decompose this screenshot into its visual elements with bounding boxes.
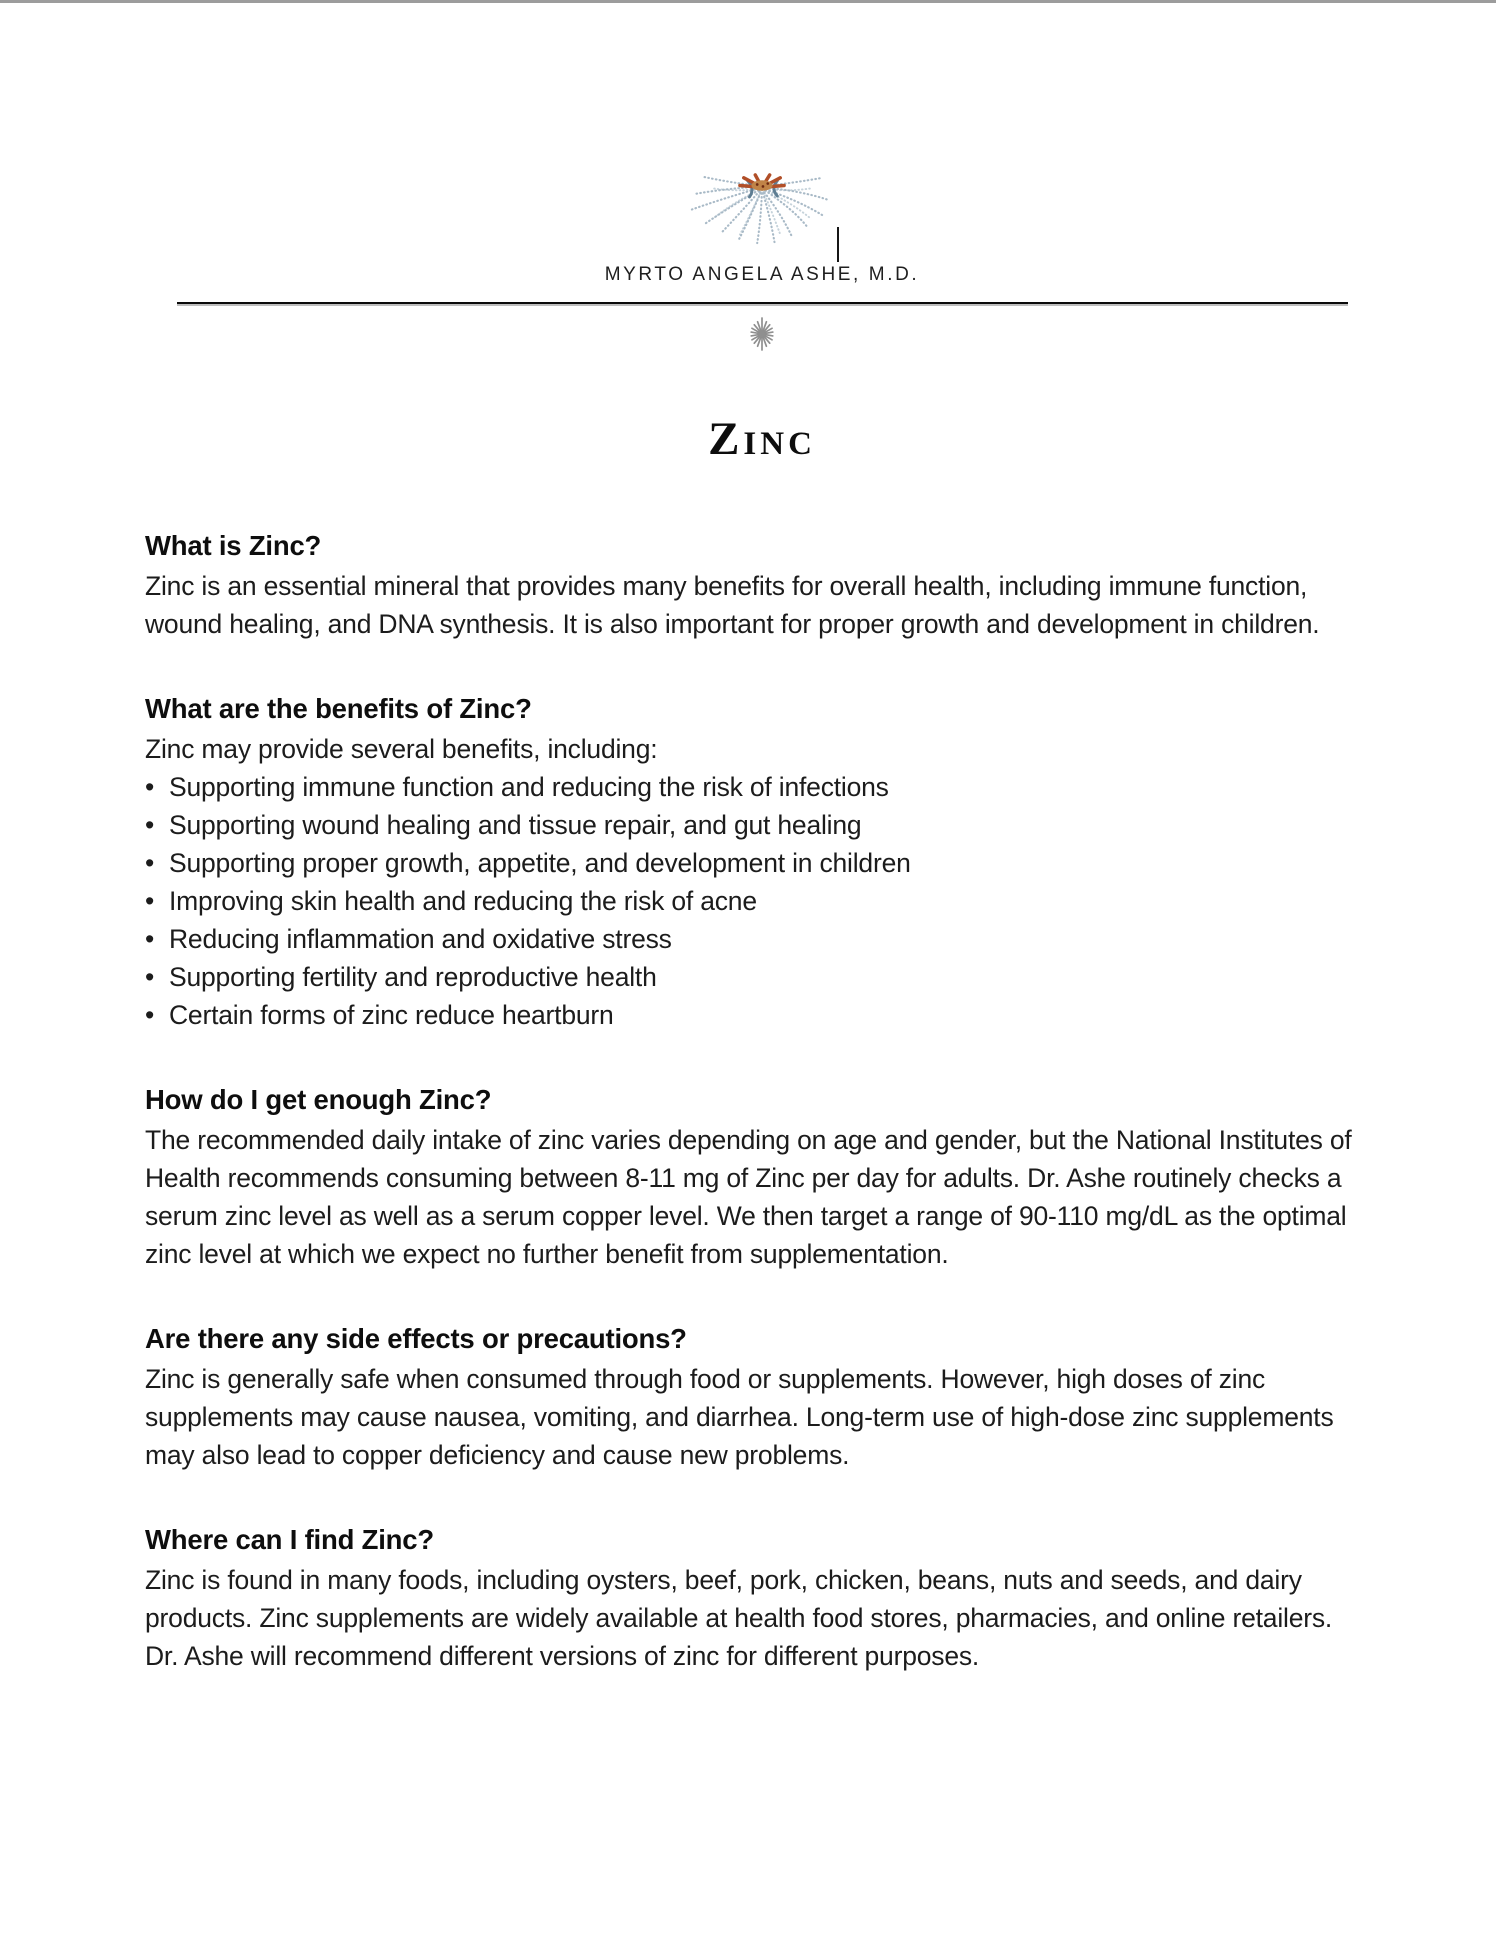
section-heading: What are the benefits of Zinc? (145, 693, 532, 724)
page-title: Zinc (708, 413, 816, 465)
section-paragraph: The recommended daily intake of zinc varies depending on age and gender, but the National Institutes of Health recommends consuming between 8-11 mg of Zinc per day for adults. Dr. Ashe routinely checks a serum zinc level as well as a serum copper level. We then target a range of 90-110 mg/dL as the optimal zinc level at which we expect no further benefit from supplementation. (145, 1125, 1352, 1269)
section-intro: Zinc may provide several benefits, including: (145, 734, 658, 764)
section-side-effects (145, 1323, 1369, 1474)
list-item: • Certain forms of zinc reduce heartburn (145, 996, 1369, 1034)
section-heading: Are there any side effects or precautions? (145, 1323, 687, 1354)
list-item: • Supporting fertility and reproductive health (145, 958, 1369, 996)
practice-name: MYRTO ANGELA ASHE, M.D. (604, 264, 920, 285)
section-heading: Where can I find Zinc? (145, 1524, 434, 1555)
section-what-is-zinc (145, 530, 1369, 643)
section-get-enough (145, 1084, 1369, 1273)
section-paragraph: Zinc is found in many foods, including oysters, beef, pork, chicken, beans, nuts and seeds, and dairy products. Zinc supplements are widely available at health food stores, pharmacies, and online retailers. Dr. Ashe will recommend different versions of zinc for different purposes. (145, 1565, 1333, 1671)
list-item: • Supporting wound healing and tissue repair, and gut healing (145, 806, 1369, 844)
section-benefits (145, 693, 1369, 1034)
section-heading: What is Zinc? (145, 530, 322, 561)
document-body (145, 530, 1369, 1675)
masthead (0, 3, 1496, 286)
ornament-row (0, 317, 1496, 356)
section-paragraph: Zinc is generally safe when consumed through food or supplements. However, high doses of zinc supplements may cause nausea, vomiting, and diarrhea. Long-term use of high-dose zinc supplements may also lead to copper deficiency and cause new problems. (145, 1364, 1334, 1470)
coral-botanical-icon (677, 173, 847, 245)
starburst-icon (747, 317, 777, 351)
logo-vertical-tick (837, 227, 839, 262)
list-item: • Supporting proper growth, appetite, and development in children (145, 844, 1369, 882)
list-item: • Supporting immune function and reducing the risk of infections (145, 768, 1369, 806)
section-heading: How do I get enough Zinc? (145, 1084, 492, 1115)
header-divider-rule (177, 302, 1348, 304)
section-where-to-find (145, 1524, 1369, 1675)
section-paragraph: Zinc is an essential mineral that provides many benefits for overall health, including immune function, wound healing, and DNA synthesis. It is also important for proper growth and development in children. (145, 571, 1320, 639)
list-item: • Improving skin health and reducing the risk of acne (145, 882, 1369, 920)
list-item: • Reducing inflammation and oxidative stress (145, 920, 1369, 958)
benefits-list (145, 768, 1369, 1034)
practice-logo (677, 173, 847, 245)
